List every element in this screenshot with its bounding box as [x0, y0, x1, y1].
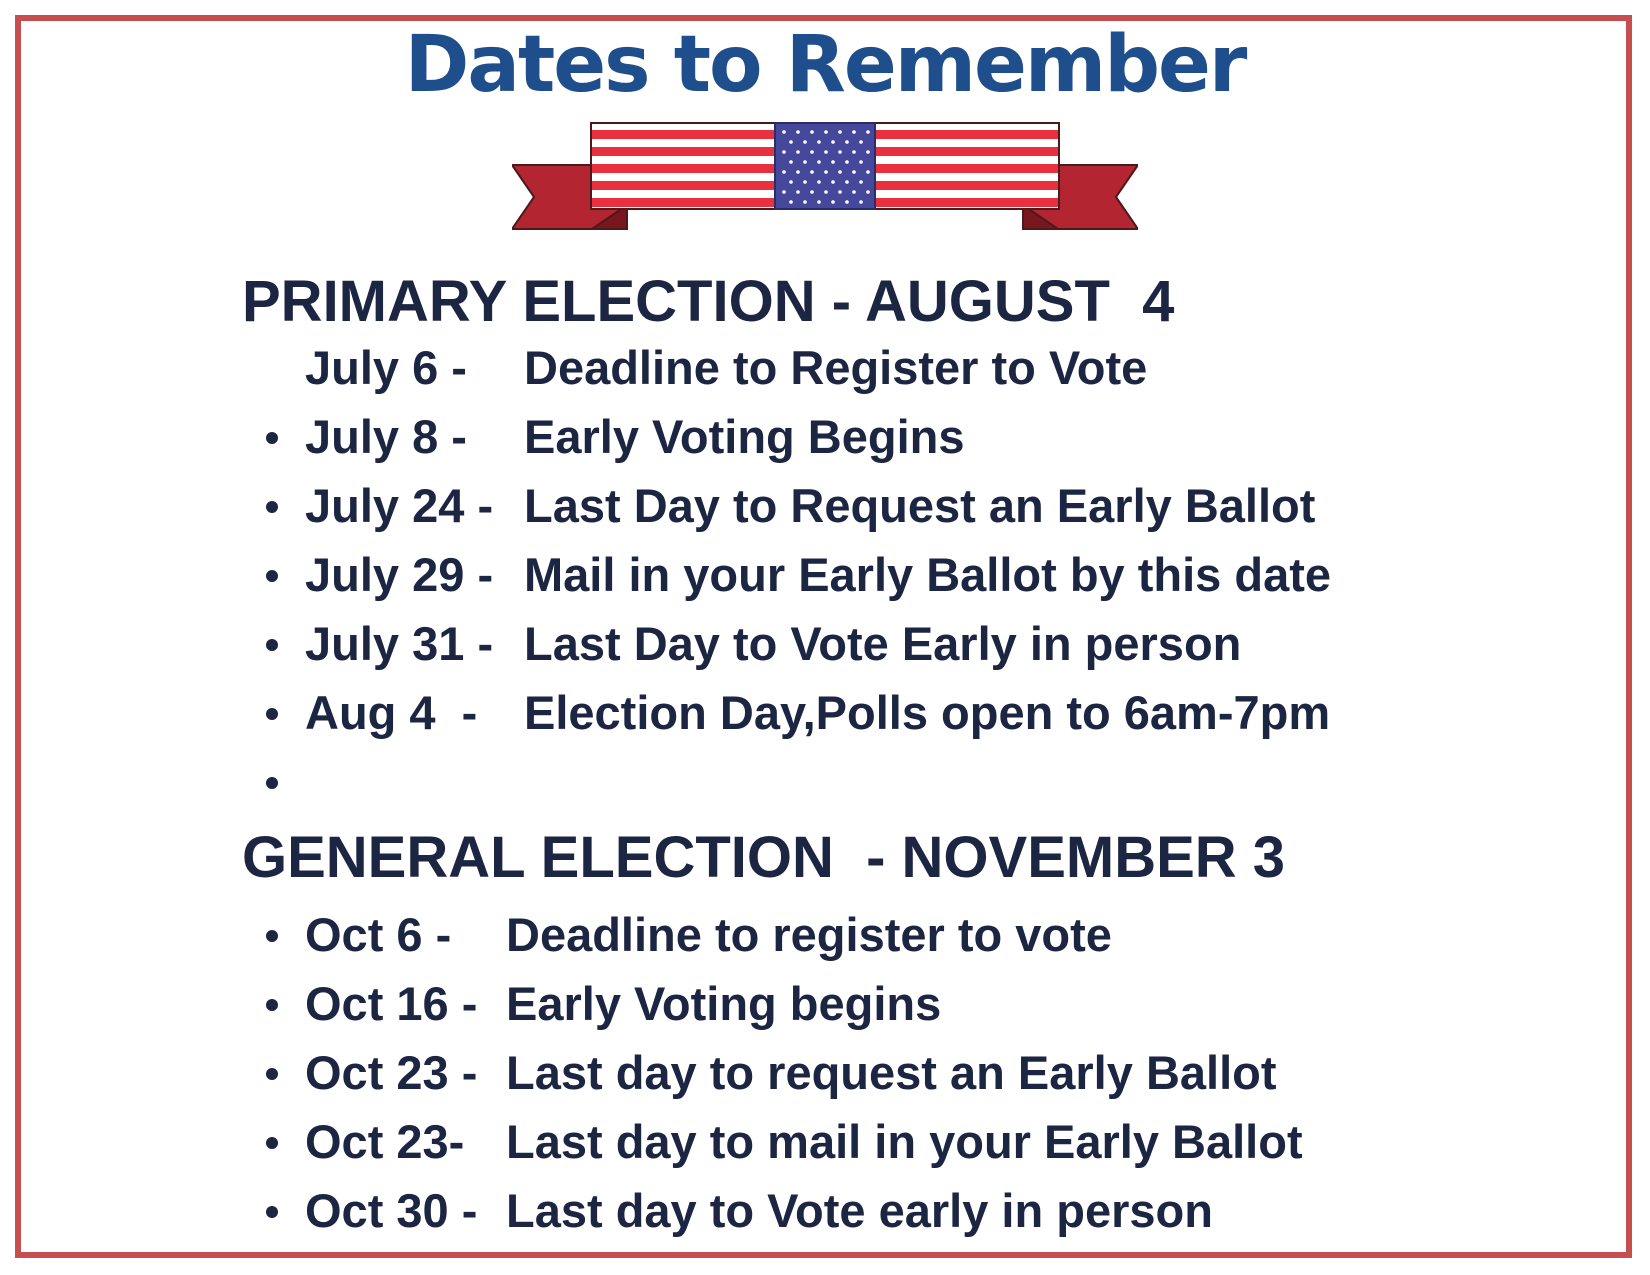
flag-star: [831, 140, 835, 144]
bullet-dot-icon: [266, 1206, 278, 1218]
flag-star: [824, 190, 828, 194]
flag-star: [845, 160, 849, 164]
date-label: July 29 -: [305, 548, 494, 601]
date-description: Deadline to Register to Vote: [524, 341, 1148, 394]
date-description: Last Day to Vote Early in person: [524, 617, 1242, 670]
flag-star: [796, 170, 800, 174]
flag-star: [810, 130, 814, 134]
flag-star: [789, 180, 793, 184]
bullet-dot-icon: [266, 501, 278, 513]
flag-star: [782, 150, 786, 154]
date-description: Last Day to Request an Early Ballot: [524, 479, 1316, 532]
flag-star: [859, 140, 863, 144]
flag-star: [838, 170, 842, 174]
date-label: July 31 -: [305, 617, 494, 670]
bullet-dot-icon: [266, 570, 278, 582]
flag-star: [803, 140, 807, 144]
date-label: July 24 -: [305, 479, 494, 532]
flag-star: [796, 130, 800, 134]
flag-star: [859, 180, 863, 184]
date-description: Early Voting begins: [506, 977, 942, 1030]
flag-star: [838, 130, 842, 134]
bullet-dot-icon: [266, 999, 278, 1011]
flag-star: [852, 130, 856, 134]
date-label: Oct 16 -: [305, 977, 478, 1030]
bullet-dot-icon: [266, 1068, 278, 1080]
flag-star: [796, 150, 800, 154]
flag-star: [789, 160, 793, 164]
flag-star: [831, 180, 835, 184]
flag-star: [859, 200, 863, 204]
date-description: Election Day,Polls open to 6am-7pm: [524, 686, 1331, 739]
page-title: Dates to Remember: [404, 20, 1246, 110]
date-description: Last day to Vote early in person: [506, 1184, 1213, 1237]
flag-star: [796, 190, 800, 194]
flag-star: [810, 150, 814, 154]
flag-star: [810, 190, 814, 194]
flag-star: [824, 150, 828, 154]
bullet-dot-icon: [266, 777, 278, 789]
flag-star: [789, 200, 793, 204]
date-label: Aug 4 -: [305, 686, 478, 739]
flag-star: [803, 180, 807, 184]
flag-star: [803, 160, 807, 164]
date-label: Oct 30 -: [305, 1184, 478, 1237]
date-description: Early Voting Begins: [524, 410, 965, 463]
date-label: July 6 -: [305, 341, 467, 394]
flag-star: [866, 170, 870, 174]
flag-star: [866, 190, 870, 194]
bullet-dot-icon: [266, 639, 278, 651]
bullet-dot-icon: [266, 930, 278, 942]
flag-star: [817, 160, 821, 164]
flag-star: [845, 200, 849, 204]
flag-star: [831, 160, 835, 164]
flag-star: [810, 170, 814, 174]
bullet-dot-icon: [266, 708, 278, 720]
flag-star: [866, 150, 870, 154]
date-label: Oct 23-: [305, 1115, 465, 1168]
date-description: Last day to request an Early Ballot: [506, 1046, 1277, 1099]
flag-star: [866, 130, 870, 134]
bullet-dot-icon: [266, 432, 278, 444]
primary-election-heading: PRIMARY ELECTION - AUGUST 4: [242, 269, 1175, 334]
flag-star: [782, 130, 786, 134]
flag-star: [824, 130, 828, 134]
flag-star: [852, 190, 856, 194]
flag-star: [852, 150, 856, 154]
bullet-dot-icon: [266, 1137, 278, 1149]
flag-star: [789, 140, 793, 144]
flag-star: [782, 170, 786, 174]
flag-star: [782, 190, 786, 194]
date-label: July 8 -: [305, 410, 467, 463]
flag-star: [817, 180, 821, 184]
flag-star: [831, 200, 835, 204]
date-description: Mail in your Early Ballot by this date: [524, 548, 1332, 601]
date-description: Deadline to register to vote: [506, 908, 1112, 961]
flag-star: [852, 170, 856, 174]
date-label: Oct 23 -: [305, 1046, 478, 1099]
flag-star: [845, 180, 849, 184]
general-election-heading: GENERAL ELECTION - NOVEMBER 3: [242, 825, 1286, 890]
flag-star: [817, 200, 821, 204]
flag-star: [845, 140, 849, 144]
flag-star: [824, 170, 828, 174]
american-flag-ribbon-icon: [512, 122, 1138, 232]
flag-star: [803, 200, 807, 204]
date-description: Last day to mail in your Early Ballot: [506, 1115, 1303, 1168]
date-label: Oct 6 -: [305, 908, 452, 961]
flag-star: [838, 150, 842, 154]
flag-star: [817, 140, 821, 144]
flag-star: [859, 160, 863, 164]
flag-star: [838, 190, 842, 194]
